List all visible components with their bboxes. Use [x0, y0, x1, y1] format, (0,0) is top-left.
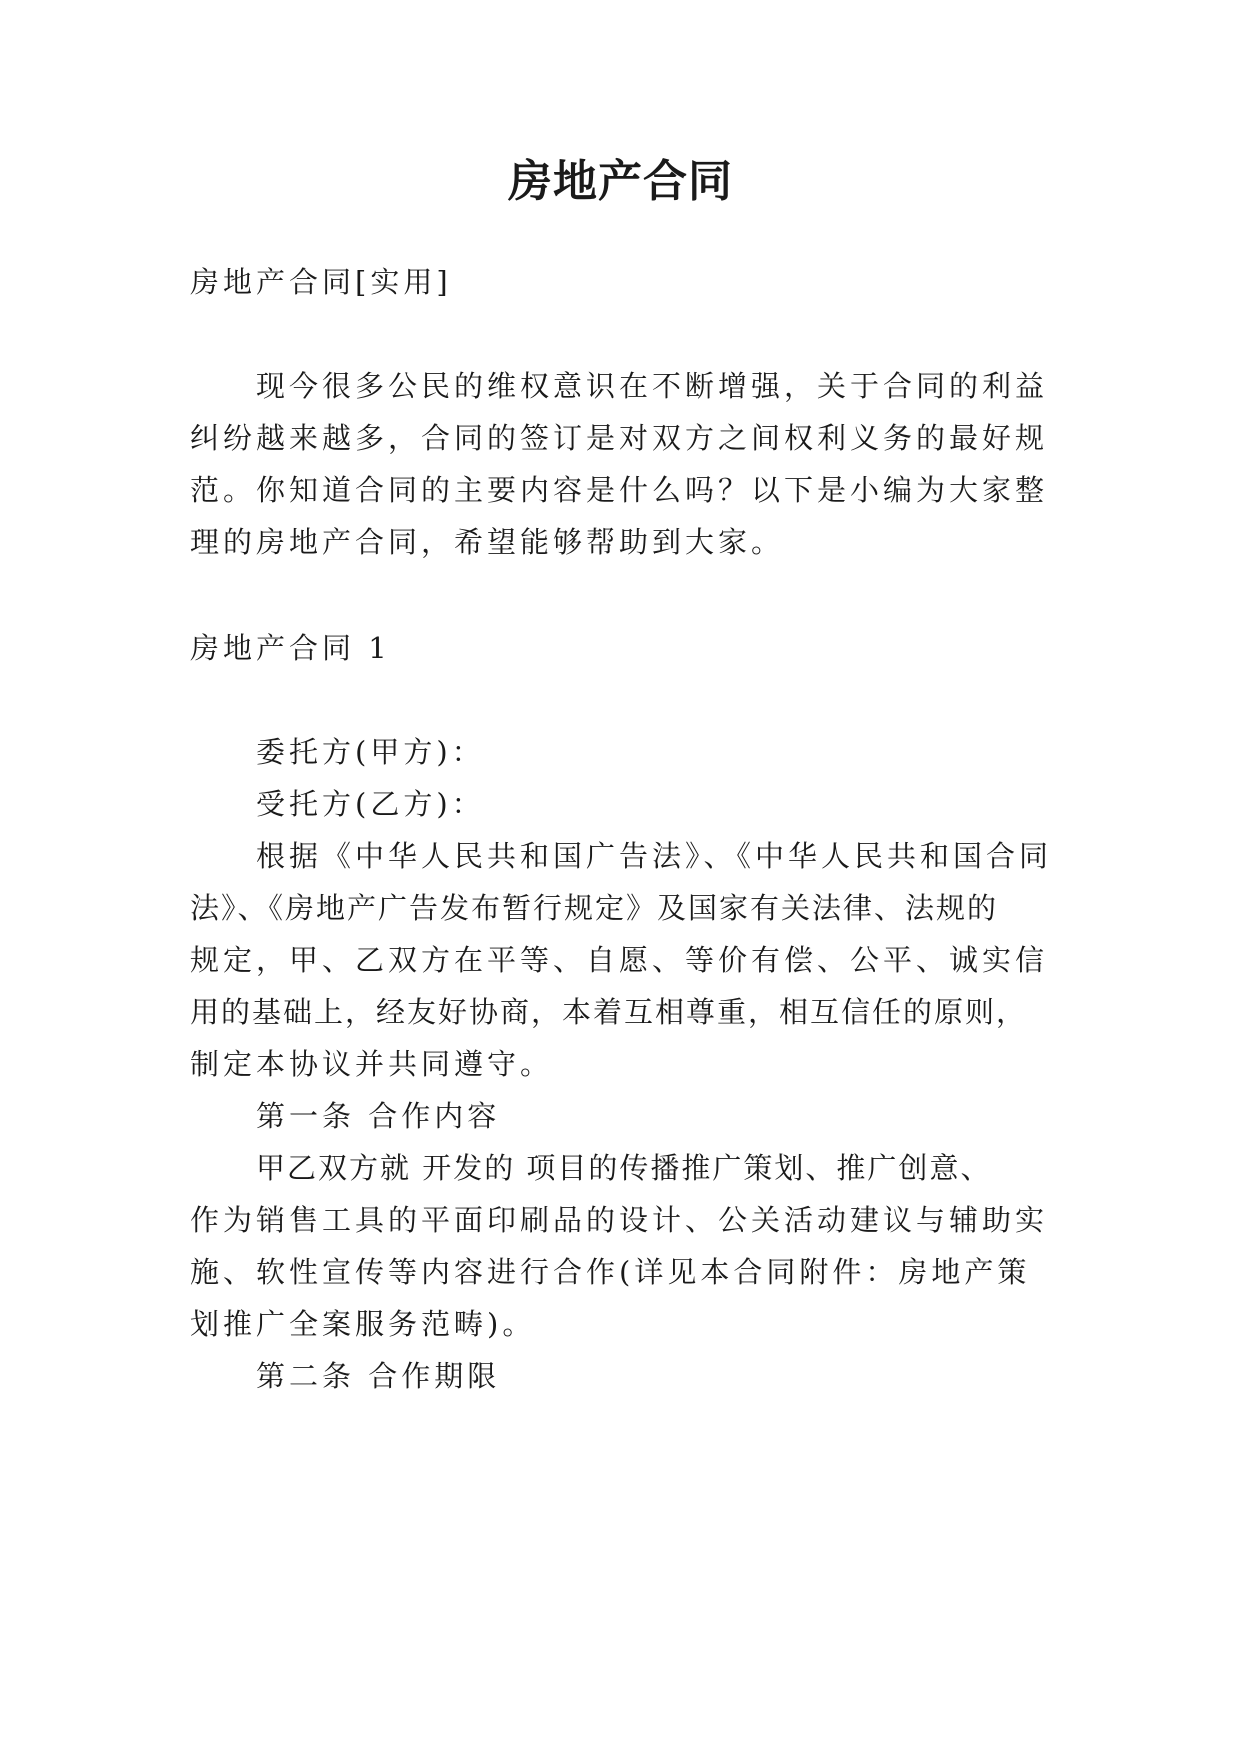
party-a-line: 委托方(甲方)：: [256, 735, 485, 769]
article-1-line: 甲乙双方就 开发的 项目的传播推广策划、推广创意、: [256, 1151, 992, 1185]
basis-line: 根据《中华人民共和国广告法》、《中华人民共和国合同: [256, 839, 1053, 873]
party-b-line: 受托方(乙方)：: [256, 787, 485, 821]
intro-line: 纠纷越来越多，合同的签订是对双方之间权利义务的最好规: [190, 421, 1049, 455]
article-1-line: 作为销售工具的平面印刷品的设计、公关活动建议与辅助实: [190, 1203, 1049, 1237]
document-title: 房地产合同: [508, 156, 733, 207]
article-2-heading: 第二条 合作期限: [256, 1359, 501, 1393]
section-heading: 房地产合同 1: [190, 631, 391, 665]
basis-line: 用的基础上，经友好协商，本着互相尊重，相互信任的原则，: [190, 995, 1028, 1029]
basis-line: 法》、《房地产广告发布暂行规定》及国家有关法律、法规的: [190, 891, 999, 925]
intro-line: 范。你知道合同的主要内容是什么吗？以下是小编为大家整: [190, 473, 1049, 507]
article-1-line: 划推广全案服务范畴)。: [190, 1307, 536, 1341]
article-1-line: 施、软性宣传等内容进行合作(详见本合同附件：房地产策: [190, 1255, 1031, 1289]
basis-line: 制定本协议并共同遵守。: [190, 1047, 554, 1081]
article-1-heading: 第一条 合作内容: [256, 1099, 501, 1133]
document-subtitle: 房地产合同[实用]: [190, 265, 452, 299]
basis-line: 规定，甲、乙双方在平等、自愿、等价有偿、公平、诚实信: [190, 943, 1049, 977]
intro-line: 现今很多公民的维权意识在不断增强，关于合同的利益: [256, 369, 1049, 403]
intro-line: 理的房地产合同，希望能够帮助到大家。: [190, 525, 785, 559]
